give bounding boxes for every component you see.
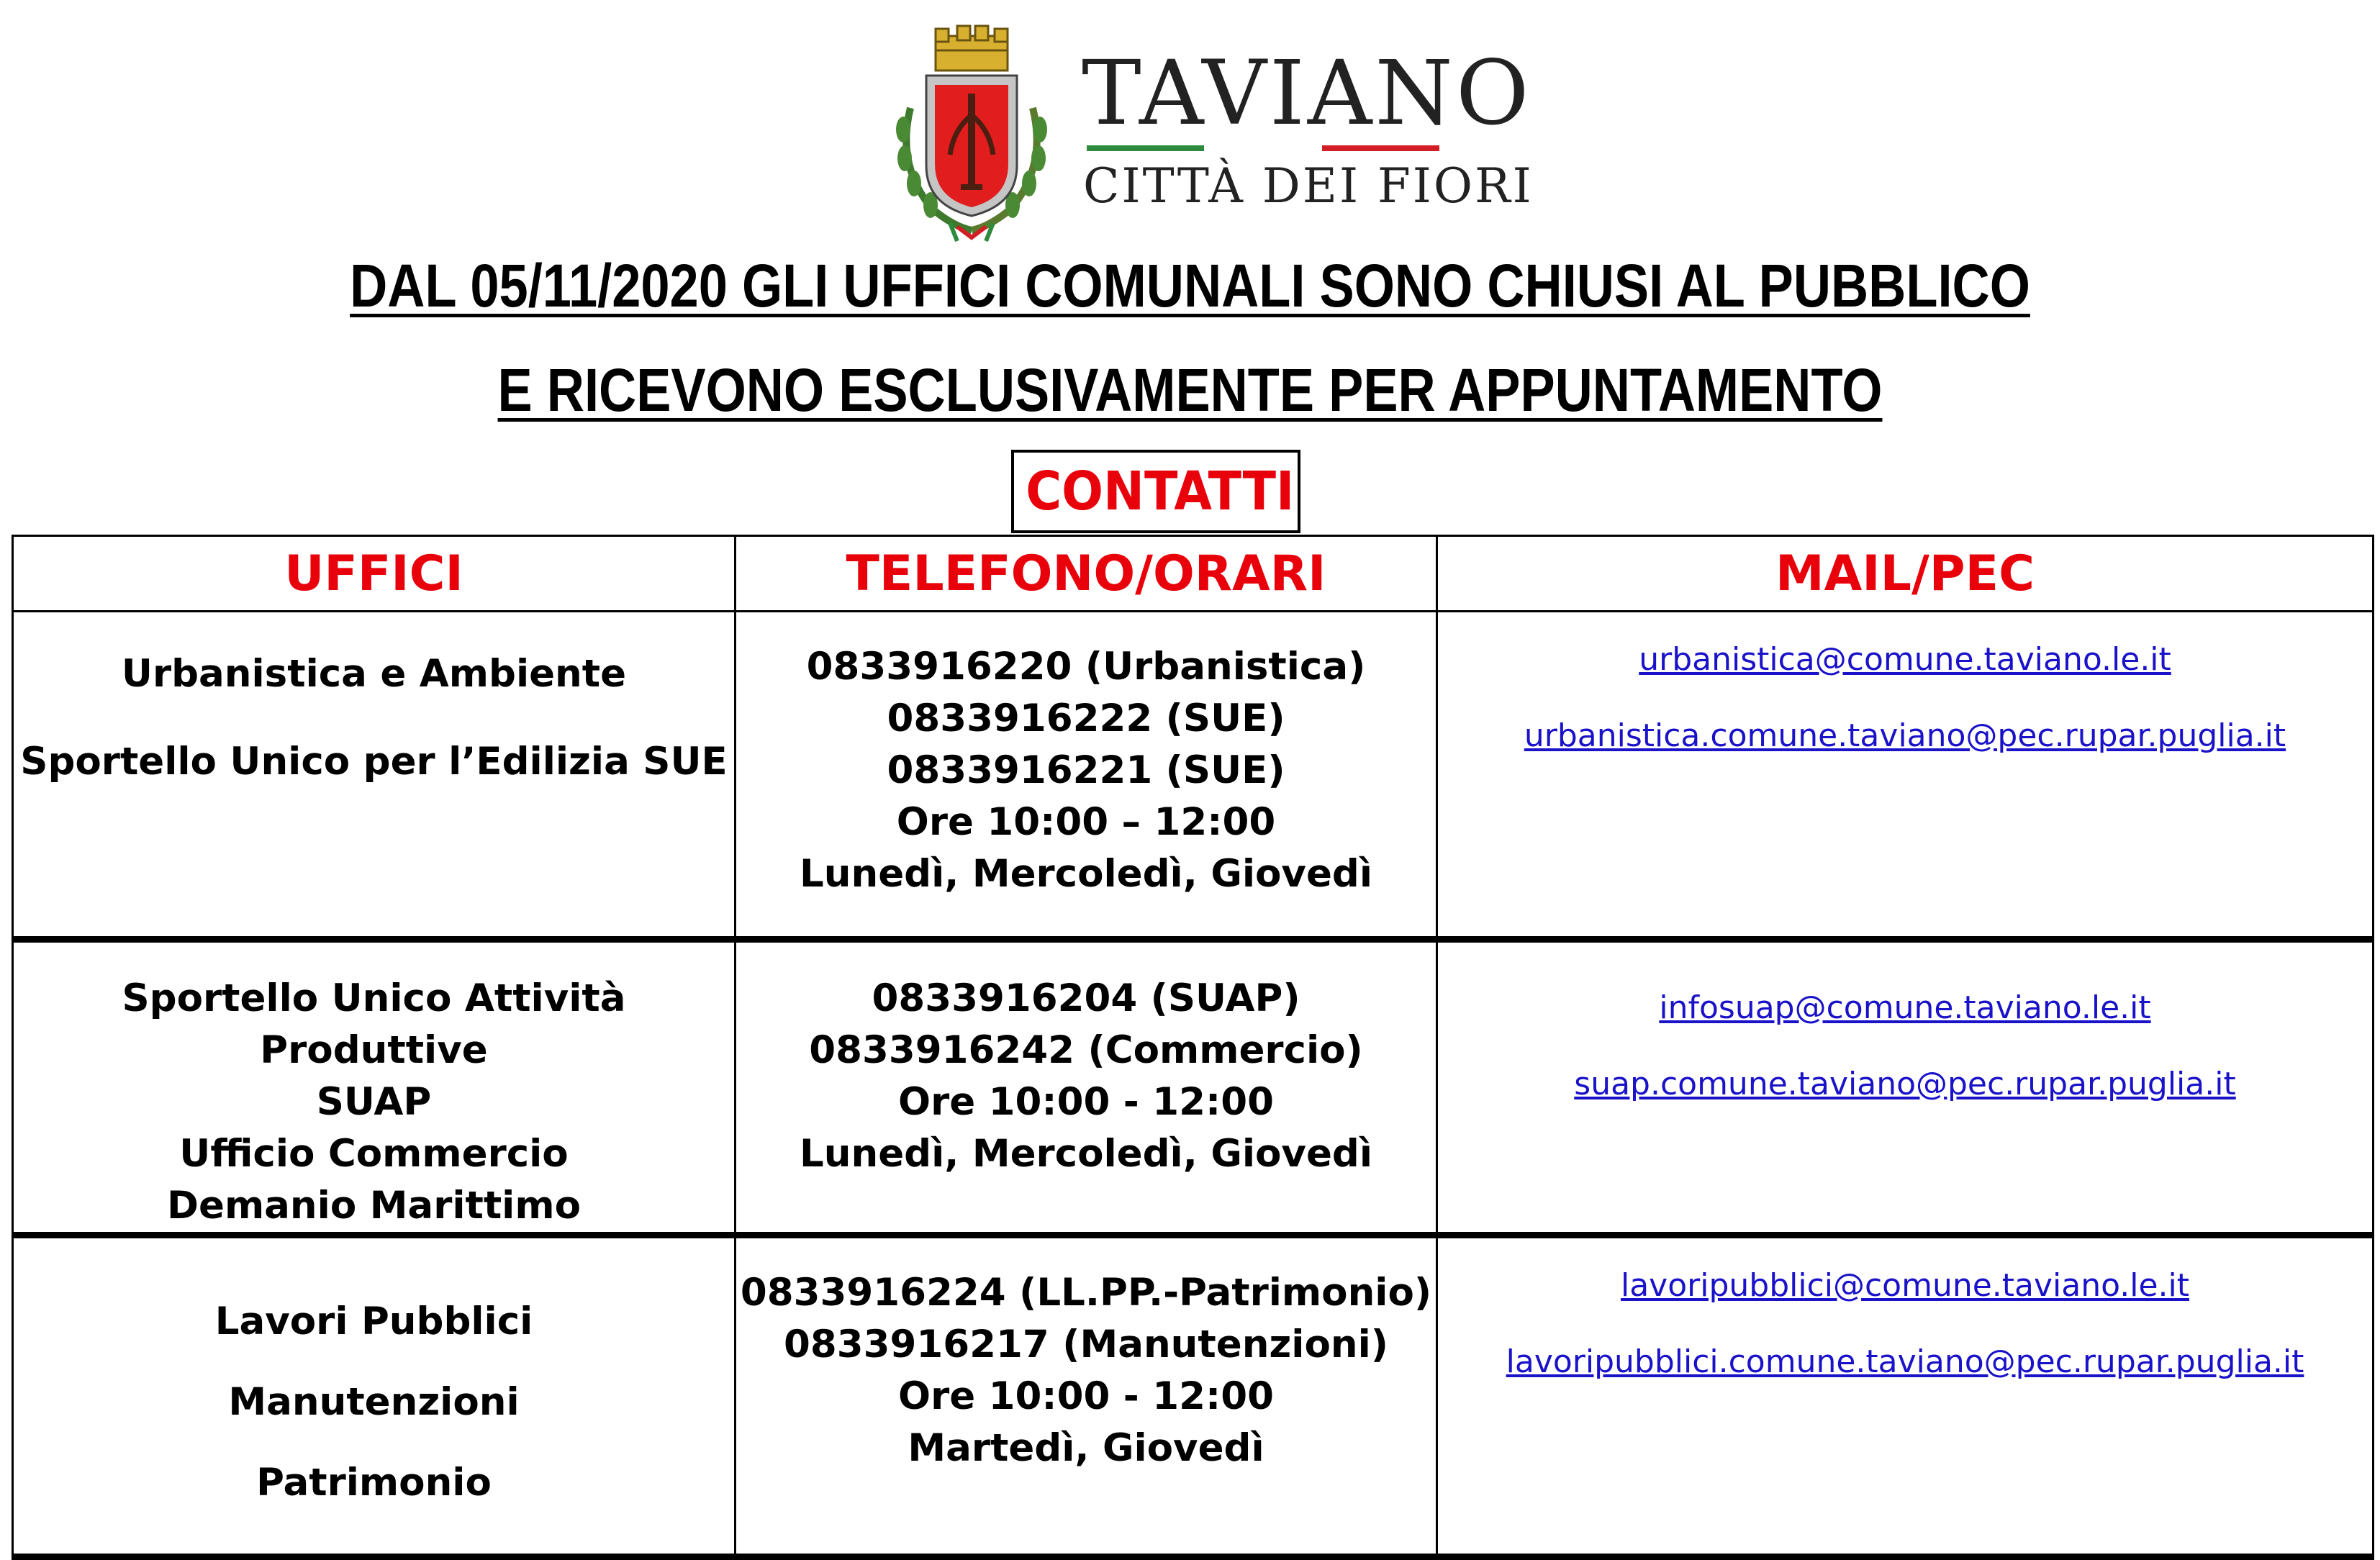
column-header-offices: UFFICI xyxy=(13,536,736,612)
phone-line: 0833916220 (Urbanistica) xyxy=(806,645,1366,689)
table-row xyxy=(13,612,2374,940)
hours-line: Ore 10:00 - 12:00 xyxy=(898,1374,1274,1418)
email-link[interactable]: urbanistica@comune.taviano.le.it xyxy=(1639,641,2171,678)
mail-cell xyxy=(1437,940,2374,1235)
contacts-table xyxy=(12,535,2374,1560)
email-link[interactable]: lavoripubblici@comune.taviano.le.it xyxy=(1620,1267,2190,1304)
column-header-phone-hours: TELEFONO/ORARI xyxy=(736,536,1437,612)
office-name: Manutenzioni xyxy=(228,1380,520,1424)
hours-line: Ore 10:00 – 12:00 xyxy=(896,800,1276,844)
phone-hours-cell xyxy=(736,612,1437,940)
phone-hours-cell xyxy=(736,1235,1437,1557)
flag-red xyxy=(1322,145,1439,151)
office-name: Sportello Unico Attività Produttive xyxy=(122,976,626,1072)
contacts-label: CONTATTI xyxy=(1026,461,1295,522)
flag-green xyxy=(1087,145,1204,151)
offices-cell xyxy=(13,940,736,1235)
offices-cell xyxy=(13,612,736,940)
phone-line: 0833916217 (Manutenzioni) xyxy=(784,1323,1388,1366)
office-name: SUAP xyxy=(316,1080,432,1124)
email-link[interactable]: infosuap@comune.taviano.le.it xyxy=(1659,989,2151,1026)
pec-link[interactable]: lavoripubblici.comune.taviano@pec.rupar.puglia.it xyxy=(1506,1343,2304,1380)
hours-line: Ore 10:00 - 12:00 xyxy=(898,1080,1274,1124)
flag-white xyxy=(1204,145,1321,151)
days-line: Lunedì, Mercoledì, Giovedì xyxy=(799,1132,1372,1176)
phone-hours-cell xyxy=(736,940,1437,1235)
coat-of-arms-icon xyxy=(882,22,1062,245)
days-line: Lunedì, Mercoledì, Giovedì xyxy=(799,852,1372,896)
column-header-mail-pec: MAIL/PEC xyxy=(1437,536,2374,612)
office-name: Sportello Unico per l’Edilizia SUE xyxy=(20,740,728,784)
office-name: Ufficio Commercio xyxy=(179,1132,569,1176)
notice-title-line-1: DAL 05/11/2020 GLI UFFICI COMUNALI SONO CHIUSI AL PUBBLICO xyxy=(350,252,2030,319)
brand-name: TAVIANO xyxy=(1082,42,1532,145)
phone-line: 0833916222 (SUE) xyxy=(887,697,1285,740)
office-name: Demanio Marittimo xyxy=(167,1184,581,1228)
pec-link[interactable]: suap.comune.taviano@pec.rupar.puglia.it xyxy=(1574,1066,2236,1102)
notice-title-line-2: E RICEVONO ESCLUSIVAMENTE PER APPUNTAMENTO xyxy=(497,356,1883,424)
table-header-row xyxy=(13,536,2374,612)
office-name: Lavori Pubblici xyxy=(214,1300,533,1343)
table-row xyxy=(13,1235,2374,1557)
phone-line: 0833916242 (Commercio) xyxy=(809,1028,1363,1072)
table-row xyxy=(13,940,2374,1235)
office-name: Patrimonio xyxy=(256,1461,492,1505)
brand-subtitle: CITTÀ DEI FIORI xyxy=(1083,158,1534,214)
days-line: Martedì, Giovedì xyxy=(908,1426,1264,1470)
mail-cell xyxy=(1437,1235,2374,1557)
pec-link[interactable]: urbanistica.comune.taviano@pec.rupar.puglia.it xyxy=(1524,717,2286,754)
mail-cell xyxy=(1437,612,2374,940)
header xyxy=(882,22,1534,245)
offices-cell xyxy=(13,1235,736,1557)
office-name: Urbanistica e Ambiente xyxy=(121,652,627,696)
contacts-label-box xyxy=(1011,450,1300,533)
phone-line: 0833916221 (SUE) xyxy=(887,748,1285,792)
phone-line: 0833916224 (LL.PP.-Patrimonio) xyxy=(740,1271,1432,1315)
flag-stripe xyxy=(1087,145,1439,151)
phone-line: 0833916204 (SUAP) xyxy=(872,976,1300,1020)
